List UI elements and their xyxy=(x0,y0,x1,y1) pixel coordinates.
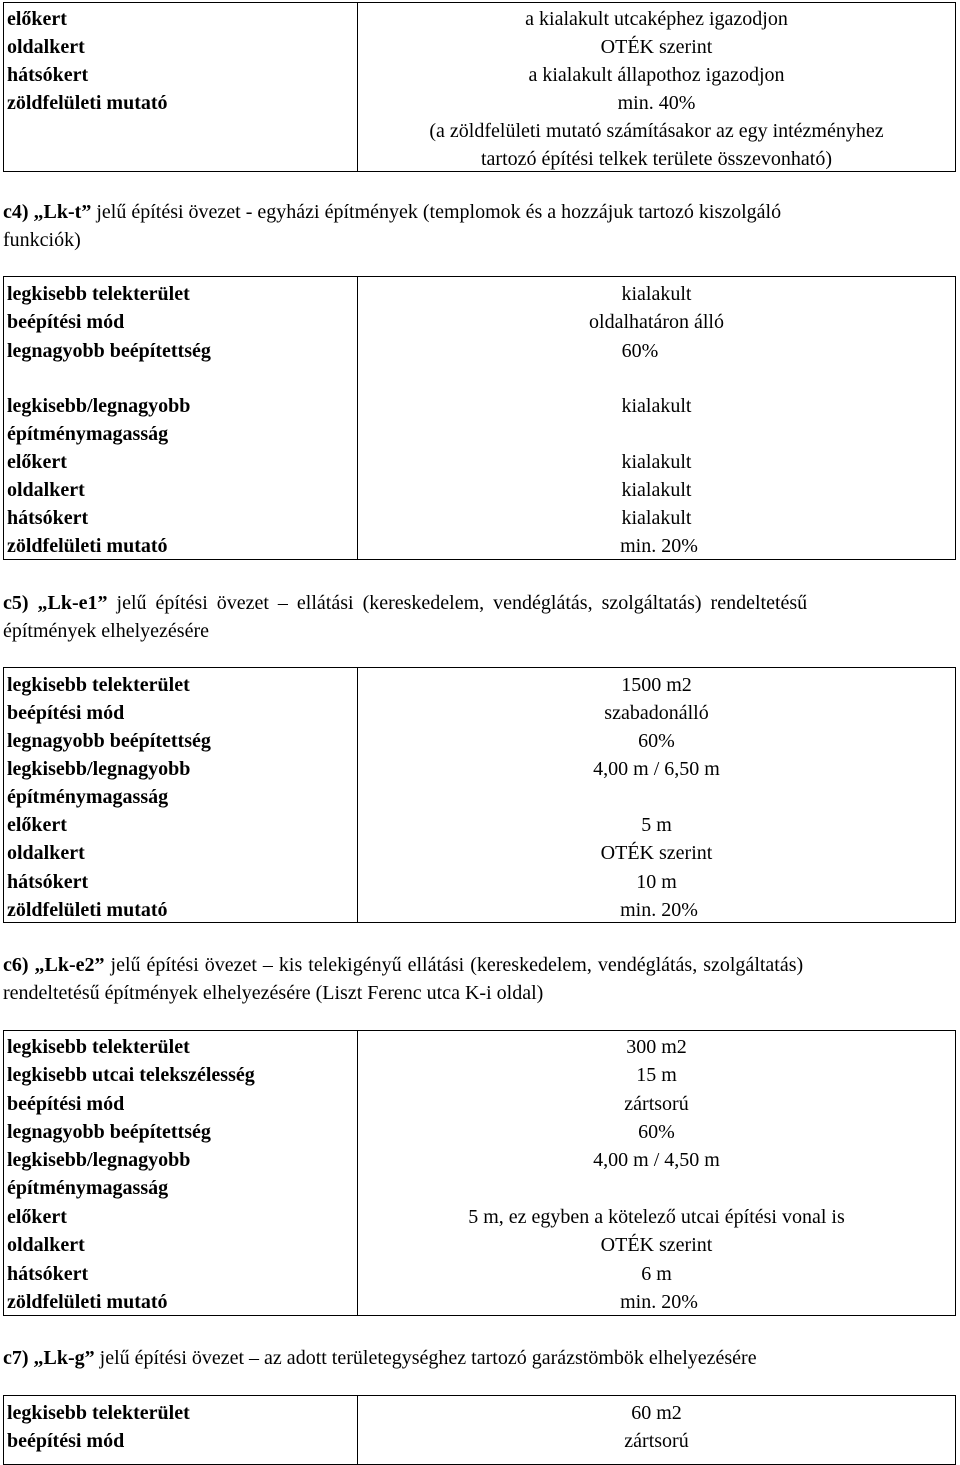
row-label: legkisebb/legnagyobb xyxy=(7,758,191,780)
row-value: 5 m xyxy=(641,814,672,836)
zone-code: „Lk-e2” xyxy=(34,954,105,976)
row-label-line2: építménymagasság xyxy=(7,423,169,445)
section-text: jelű építési övezet – ellátási (kereskedelem, vendéglátás, szolgáltatás) rendeltetésű xyxy=(107,592,808,614)
row-value: 60% xyxy=(638,730,675,752)
row-label: legkisebb/legnagyobb xyxy=(7,1149,191,1171)
row-label: hátsókert xyxy=(7,64,89,86)
row-value-line3: tartozó építési telkek területe összevonható) xyxy=(481,148,832,170)
row-label: zöldfelületi mutató xyxy=(7,92,168,114)
row-label: beépítési mód xyxy=(7,702,125,724)
section-c7-heading xyxy=(3,1344,956,1372)
table-c5 xyxy=(3,667,956,923)
row-label: előkert xyxy=(7,451,67,473)
row-value: 10 m xyxy=(636,871,677,893)
row-value: min. 20% xyxy=(620,1291,698,1313)
row-value: a kialakult állapothoz igazodjon xyxy=(528,64,785,86)
table-top xyxy=(3,2,956,172)
row-label: legkisebb/legnagyobb xyxy=(7,395,191,417)
section-text: jelű építési övezet - egyházi építmények (templomok és a hozzájuk tartozó kiszolgáló xyxy=(91,201,782,223)
row-label: legnagyobb beépítettség xyxy=(7,730,211,752)
zone-code: „Lk-t” xyxy=(33,201,92,223)
row-label-line2: építménymagasság xyxy=(7,1177,169,1199)
row-label: hátsókert xyxy=(7,871,89,893)
row-value: 60% xyxy=(621,340,659,362)
row-value: 5 m, ez egyben a kötelező utcai építési vonal is xyxy=(468,1206,845,1228)
row-label: legnagyobb beépítettség xyxy=(7,340,211,362)
section-c6-heading xyxy=(3,951,956,1007)
row-value: 15 m xyxy=(636,1064,677,1086)
row-value: min. 40% xyxy=(617,92,696,114)
row-value: kialakult xyxy=(621,283,692,305)
section-text: jelű építési övezet – kis telekigényű ellátási (kereskedelem, vendéglátás, szolgáltatás) xyxy=(104,954,804,976)
section-c4-heading xyxy=(3,198,956,254)
section-text: jelű építési övezet – az adott területegységhez tartozó garázstömbök elhelyezésére xyxy=(94,1347,757,1369)
row-value: 4,00 m / 6,50 m xyxy=(593,758,720,780)
row-label: oldalkert xyxy=(7,36,85,58)
row-value: 300 m2 xyxy=(626,1036,687,1058)
section-text-line2: funkciók) xyxy=(3,229,81,251)
row-label: oldalkert xyxy=(7,842,85,864)
row-label: előkert xyxy=(7,814,67,836)
zone-code: „Lk-g” xyxy=(33,1347,95,1369)
section-text-line2: építmények elhelyezésére xyxy=(3,620,209,642)
section-prefix: c4) xyxy=(3,201,29,223)
section-prefix: c7) xyxy=(3,1347,29,1369)
table-c7 xyxy=(3,1395,956,1465)
row-value: 60% xyxy=(638,1121,675,1143)
row-value: OTÉK szerint xyxy=(600,36,713,58)
row-label: beépítési mód xyxy=(7,1093,125,1115)
row-value: a kialakult utcaképhez igazodjon xyxy=(525,8,788,30)
row-label: előkert xyxy=(7,8,67,30)
row-value: 4,00 m / 4,50 m xyxy=(593,1149,720,1171)
table-c4 xyxy=(3,276,956,560)
section-text-line2: rendeltetésű építmények elhelyezésére (Liszt Ferenc utca K-i oldal) xyxy=(3,982,544,1004)
row-value: szabadonálló xyxy=(604,702,709,724)
table-c6 xyxy=(3,1030,956,1316)
section-c5-heading xyxy=(3,589,956,645)
row-value: kialakult xyxy=(621,395,692,417)
row-label: hátsókert xyxy=(7,1263,89,1285)
row-label-line2: építménymagasság xyxy=(7,786,169,808)
row-label: zöldfelületi mutató xyxy=(7,899,168,921)
row-value: min. 20% xyxy=(620,535,698,557)
row-label: legkisebb telekterület xyxy=(7,674,190,696)
row-label: oldalkert xyxy=(7,479,85,501)
row-label: legkisebb telekterület xyxy=(7,1036,190,1058)
row-value: min. 20% xyxy=(620,899,698,921)
row-label: beépítési mód xyxy=(7,311,125,333)
row-value: zártsorú xyxy=(624,1093,689,1115)
row-label: legkisebb telekterület xyxy=(7,283,190,305)
section-prefix: c6) xyxy=(3,954,29,976)
zone-code: „Lk-e1” xyxy=(37,592,108,614)
row-value: OTÉK szerint xyxy=(600,1234,713,1256)
row-label: zöldfelületi mutató xyxy=(7,1291,168,1313)
row-label: legnagyobb beépítettség xyxy=(7,1121,211,1143)
row-label: beépítési mód xyxy=(7,1430,125,1452)
row-label: legkisebb utcai telekszélesség xyxy=(7,1064,255,1086)
row-value: 6 m xyxy=(641,1263,672,1285)
row-label: zöldfelületi mutató xyxy=(7,535,168,557)
row-value: kialakult xyxy=(621,479,692,501)
row-value: oldalhatáron álló xyxy=(589,311,724,333)
row-value: OTÉK szerint xyxy=(600,842,713,864)
row-label: legkisebb telekterület xyxy=(7,1402,190,1424)
row-label: oldalkert xyxy=(7,1234,85,1256)
row-value: 60 m2 xyxy=(631,1402,682,1424)
row-value: kialakult xyxy=(621,507,692,529)
row-label: hátsókert xyxy=(7,507,89,529)
section-prefix: c5) xyxy=(3,592,29,614)
row-label: előkert xyxy=(7,1206,67,1228)
row-value: kialakult xyxy=(621,451,692,473)
row-value-line2: (a zöldfelületi mutató számításakor az egy intézményhez xyxy=(429,120,884,142)
row-value: 1500 m2 xyxy=(621,674,692,696)
row-value: zártsorú xyxy=(624,1430,689,1452)
